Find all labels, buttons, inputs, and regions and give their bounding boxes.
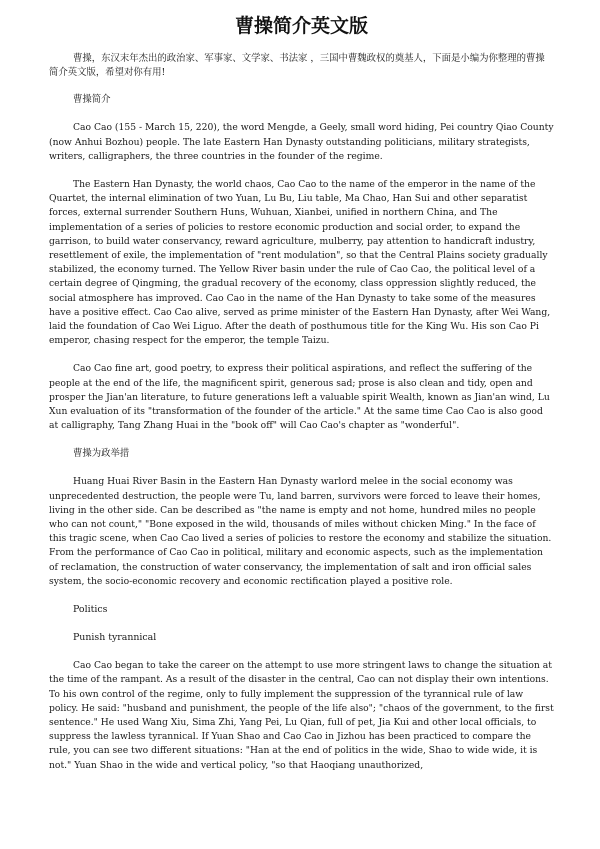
section-heading-politics: Politics — [73, 604, 108, 616]
paragraph-3: Cao Cao fine art, good poetry, to express their political aspirations, and reflect the suffering of the people at the end of the life, the magnificent spirit, generous sad; prose is also clean and tidy, open and prosper the Jian'an literature, to future generations left a valuable spirit Wealth, known as Jian'an wind, Lu Xun evaluation of its "transformation of the founder of the article." At the same time Cao Cao is also good at calligraphy, Tang Zhang Huai in the "book off" will Cao Cao's chapter as "wonderful". — [49, 363, 550, 432]
section-heading-biography: 曹操简介 — [73, 94, 111, 106]
document-title: 曹操简介英文版 — [234, 15, 368, 37]
paragraph-5: Cao Cao began to take the career on the attempt to use more stringent laws to change the situation at the time of the rampant. As a result of the disaster in the central, Cao can not display their own intentions. To his own control of the regime, only to fully implement the suppression of the tyrannical rule of law policy. He said: "husband and punishment, the people of the life also"; "chaos of the government, to the first sentence." He used Wang Xiu, Sima Zhi, Yang Pei, Lu Qian, full of pet, Jia Kui and other local officials, to suppress the lawless tyrannical. If Yuan Shao and Cao Cao in Jizhou has been practiced to compare the rule, you can see two different situations: "Han at the end of politics in the wide, Shao to wide wide, it is not." Yuan Shao in the wide and vertical policy, "so that Haoqiang unauthorized, — [49, 660, 554, 771]
paragraph-2: The Eastern Han Dynasty, the world chaos, Cao Cao to the name of the emperor in the name of the Quartet, the internal elimination of two Yuan, Lu Bu, Liu table, Ma Chao, Han Sui and other separatist forces, external surrender Southern Huns, Wuhuan, Xianbei, unified in northern China, and The implementation of a series of policies to restore economic production and social order, to expand the garrison, to build water conservancy, reward agriculture, mulberry, pay attention to handicraft industry, resettlement of exile, the implementation of "rent modulation", so that the Central Plains society gradually stabilized, the economy turned. The Yellow River basin under the rule of Cao Cao, the political level of a certain degree of Qingming, the gradual recovery of the economy, class oppression slightly reduced, the social atmosphere has improved. Cao Cao in the name of the Han Dynasty to take some of the measures have a positive effect. Cao Cao alive, served as prime minister of the Eastern Han Dynasty, after Wei Wang, laid the foundation of Cao Wei Liguo. After the death of posthumous title for the King Wu. His son Cao Pi emperor, chasing respect for the emperor, the temple Taizu. — [49, 179, 551, 347]
paragraph-1: Cao Cao (155 - March 15, 220), the word Mengde, a Geely, small word hiding, Pei country Qiao County (now Anhui Bozhou) people. The late Eastern Han Dynasty outstanding politicians, military strategists, writers, calligraphers, the three countries in the founder of the regime. — [49, 122, 554, 162]
section-heading-punish-tyrannical: Punish tyrannical — [73, 632, 157, 644]
section-heading-policies: 曹操为政举措 — [73, 448, 130, 460]
intro-paragraph: 曹操，东汉末年杰出的政治家、军事家、文学家、书法家 ，三国中曹魏政权的奠基人，下面是小编为你整理的曹操简介英文版，希望对你有用! — [49, 53, 545, 79]
paragraph-4: Huang Huai River Basin in the Eastern Han Dynasty warlord melee in the social economy was unprecedented destruction, the people were Tu, land barren, survivors were forced to leave their homes, living in the other side. Can be described as "the name is empty and not home, hundred miles no people who can not count," "Bone exposed in the wild, thousands of miles without chicken Ming." In the face of this tragic scene, when Cao Cao lived a series of policies to restore the economy and stabilize the situation. From the performance of Cao Cao in political, military and economic aspects, such as the implementation of reclamation, the construction of water conservancy, the implementation of salt and iron official sales system, the socio-economic recovery and economic rectification played a positive role. — [49, 476, 552, 587]
